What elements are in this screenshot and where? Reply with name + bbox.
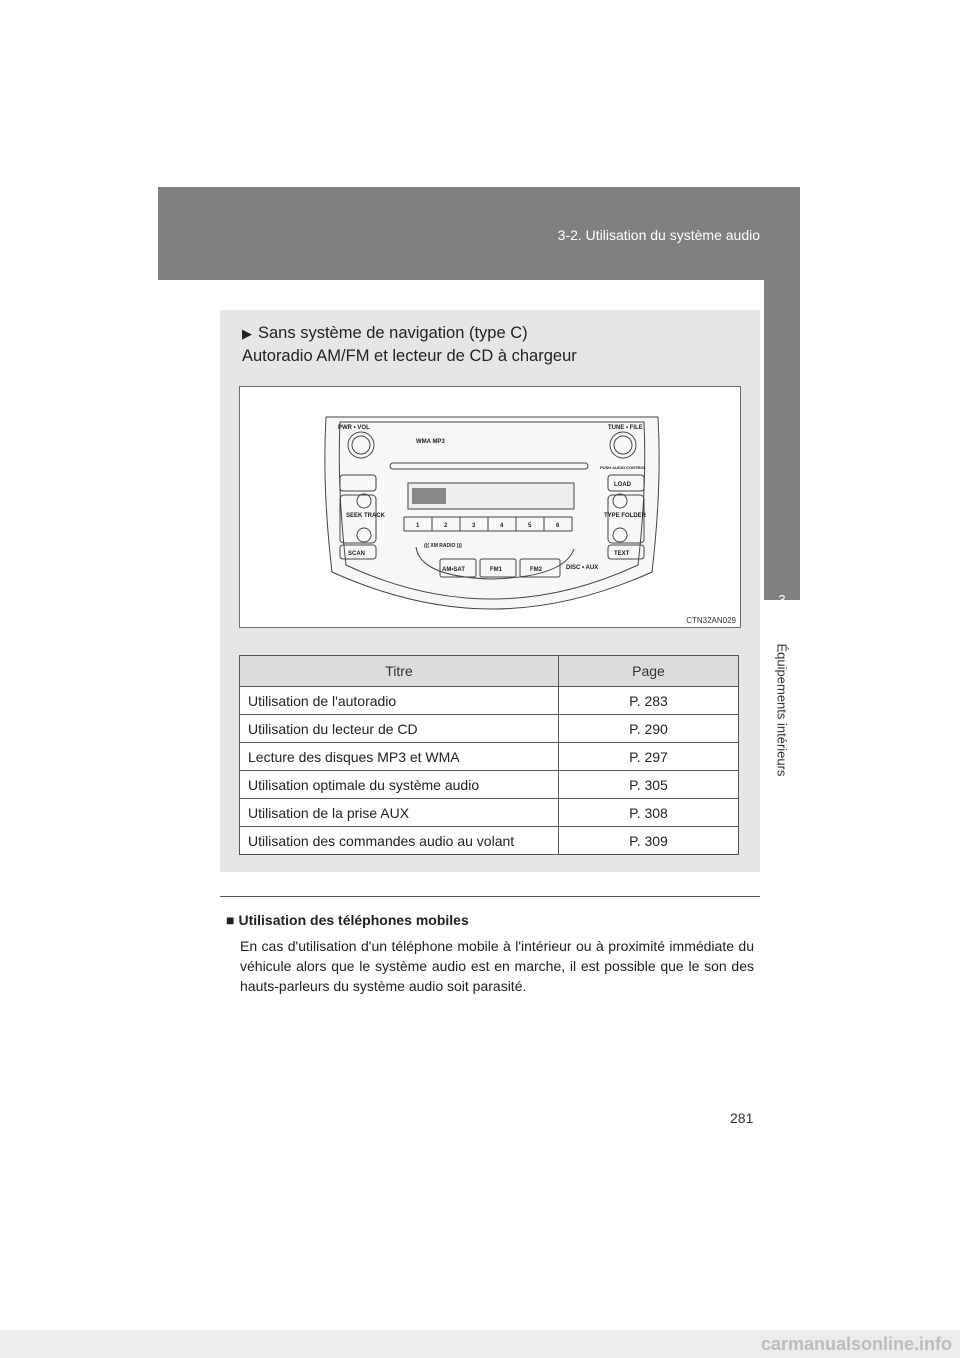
preset-1: 1 [416,523,420,529]
row-title: Utilisation des commandes audio au volant [240,827,559,855]
column-header-page: Page [559,656,739,687]
note-heading-text: Utilisation des téléphones mobiles [238,912,469,928]
row-title: Utilisation de la prise AUX [240,799,559,827]
table-row [240,687,739,715]
divider [220,896,760,897]
reference-table [239,655,739,855]
watermark-bar [0,1330,960,1358]
row-title: Lecture des disques MP3 et WMA [240,743,559,771]
label-load: LOAD [614,482,631,488]
table-row [240,715,739,743]
table-row [240,743,739,771]
label-seek-track: SEEK TRACK [346,513,386,519]
row-title: Utilisation de l'autoradio [240,687,559,715]
triangle-bullet-icon: ▶ [242,326,252,341]
note-body: En cas d'utilisation d'un téléphone mobile à l'intérieur ou à proximité immédiate du véhicule alors que le système audio est en marche, il est possible que le son des hauts-parleurs du système audio soit parasité. [240,938,754,994]
label-tune-file: TUNE • FILE [608,425,643,431]
label-am-sat: AM•SAT [442,567,465,573]
table-row [240,827,739,855]
row-page: P. 297 [559,743,739,771]
preset-3: 3 [472,523,476,529]
note-heading [226,912,469,928]
row-page: P. 290 [559,715,739,743]
column-header-title: Titre [240,656,559,687]
section-title: 3-2. Utilisation du système audio [557,227,760,243]
row-title: Utilisation optimale du système audio [240,771,559,799]
label-scan: SCAN [348,551,366,557]
row-page: P. 305 [559,771,739,799]
audio-unit-illustration [240,387,740,627]
preset-4: 4 [500,523,504,529]
content-panel [220,310,760,872]
panel-title-text: Sans système de navigation (type C) [258,324,528,342]
figure-code: CTN32AN029 [686,616,736,625]
square-bullet-icon: ■ [226,912,235,928]
preset-2: 2 [444,523,448,529]
section-header [158,187,800,280]
label-text: TEXT [614,551,630,557]
page-number: 281 [730,1110,754,1126]
panel-subtitle: Autoradio AM/FM et lecteur de CD à chargeur [242,347,577,365]
panel-title [242,324,528,343]
chapter-number: 3 [778,592,786,607]
row-page: P. 308 [559,799,739,827]
table-row [240,771,739,799]
label-disc-aux: DISC • AUX [566,565,599,571]
label-wma-mp3: WMA MP3 [416,439,445,445]
label-push-audio: PUSH AUDIO CONTROL [600,465,646,470]
label-fm2: FM2 [530,567,542,573]
chapter-label [772,635,792,785]
label-xm: ((( XM RADIO ))) [424,543,462,549]
watermark: carmanualsonline.info [760,1334,952,1354]
label-pwr-vol: PWR • VOL [338,425,370,431]
preset-5: 5 [528,523,532,529]
chapter-label-text: Équipements intérieurs [774,643,790,777]
row-page: P. 309 [559,827,739,855]
chapter-tab [764,280,800,607]
label-type-folder: TYPE FOLDER [604,513,647,519]
row-title: Utilisation du lecteur de CD [240,715,559,743]
preset-6: 6 [556,523,560,529]
table-row [240,799,739,827]
audio-unit-figure [239,386,741,628]
table-header-row [240,656,739,687]
row-page: P. 283 [559,687,739,715]
label-fm1: FM1 [490,567,502,573]
